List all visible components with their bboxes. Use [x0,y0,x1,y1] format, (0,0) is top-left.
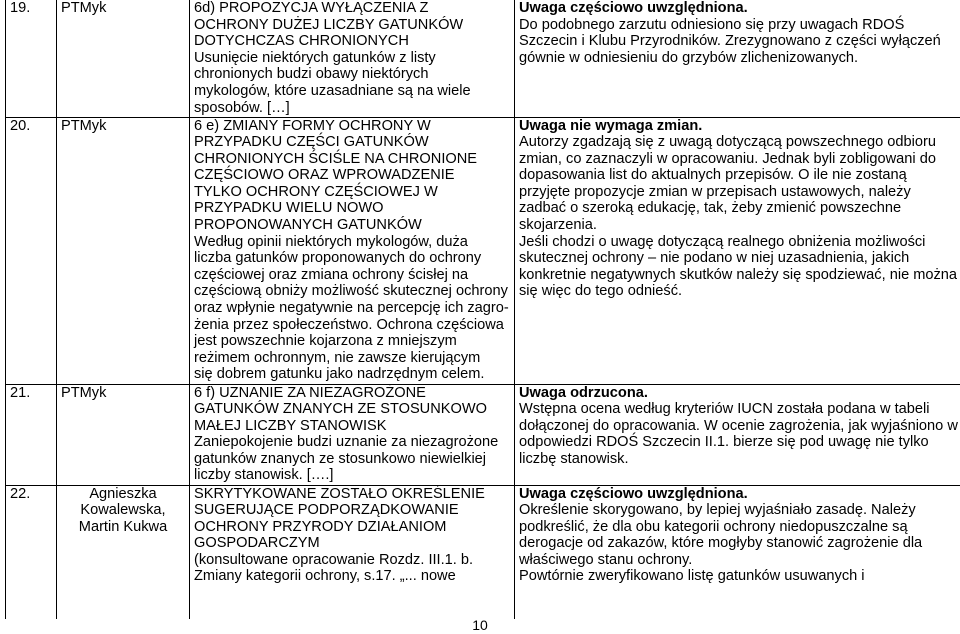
row-number-text: 21. [10,384,31,401]
response-status: Uwaga nie wymaga zmian. [519,117,703,134]
response-line: właściwego stanu ochrony. [519,551,693,568]
remark-line: oraz wpłynie negatywnie na percepcję ich zagro- [194,300,509,317]
response-cell [515,117,960,384]
remark-line: OCHRONY DUŻEJ LICZBY GATUNKÓW [194,16,464,33]
author-cell [57,117,190,384]
response-line: się więc do tego odnieść. [519,283,683,300]
remark-line: SKRYTYKOWANE ZOSTAŁO OKREŚLENIE [194,485,485,502]
remark-line: jest powszechnie kojarzona z mniejszym [194,333,457,350]
remark-line: 6 e) ZMIANY FORMY OCHRONY W [194,117,431,134]
response-line: Określenie skorygowano, by lepiej wyjaśniało zasadę. Należy [519,502,916,519]
author-line: Martin Kukwa [78,518,168,535]
author-cell [57,485,190,619]
remark-line: PRZYPADKU WIELU NOWO [194,200,384,217]
row-number [6,117,57,384]
response-status: Uwaga odrzucona. [519,384,648,401]
remark-cell [190,384,515,485]
author-cell [57,384,190,485]
response-line: Powtórnie zweryfikowano listę gatunków usuwanych i [519,568,865,585]
remark-cell [190,117,515,384]
response-status: Uwaga częściowo uwzględniona. [519,0,748,16]
remark-cell [190,0,515,117]
remark-line: Zaniepokojenie budzi uznanie za niezagrożone [194,434,499,451]
response-line: skutecznej ochrony – nie podano w niej uzasadnienia, jakich [519,250,910,267]
remark-line: OCHRONY PRZYRODY DZIAŁANIOM [194,518,447,535]
author-line: PTMyk [61,117,107,134]
remark-line: 6d) PROPOZYCJA WYŁĄCZENIA Z [194,0,429,16]
response-line: dopasowania list do aktualnych przepisów. O ile nie zostaną [519,167,907,184]
response-line: dołączonej do opracowania. W ocenie zagrożenia, jak wyjaśniono w [519,417,958,434]
remark-line: MAŁEJ LICZBY STANOWISK [194,417,387,434]
response-line: przyjęte propozycje zmian w przepisach ustawowych, należy [519,183,911,200]
response-line: zadbać o szeroką edukację, tak, żeby zmienić powszechne [519,200,902,217]
response-line: Wstępna ocena według kryteriów IUCN została podana w tabeli [519,401,930,418]
row-number-text: 20. [10,117,31,134]
remark-line: PRZYPADKU CZĘŚCI GATUNKÓW [194,134,429,151]
remark-line: reżimem ochronnym, nie zawsze kierującym [194,349,481,366]
response-line: Do podobnego zarzutu odniesiono się przy uwagach RDOŚ [519,16,905,33]
remark-line: CHRONIONYCH ŚCIŚLE NA CHRONIONE [194,150,477,167]
response-line: Szczecin i Klubu Przyrodników. Zrezygnowano z części wyłączeń [519,33,941,50]
remark-line: (konsultowane opracowanie Rozdz. III.1. b. [194,551,474,568]
remark-line: żenia przez społeczeństwo. Ochrona częściowa [194,316,504,333]
table-row [6,485,960,619]
author-cell [57,0,190,117]
remark-cell [190,485,515,619]
response-line: liczbę stanowisk. [519,450,629,467]
remark-line: częściowej oraz zmiana ochrony ścisłej na [194,266,469,283]
author-line: PTMyk [61,384,107,401]
remark-line: mykologów, które uzasadniane są na wiele [194,82,471,99]
response-line: odpowiedzi RDOŚ Szczecin II.1. bierze się pod uwagę nie tylko [519,434,929,451]
response-line: zmian, co zaznaczyli w opracowaniu. Jednak byli zobligowani do [519,150,936,167]
author-line: PTMyk [61,0,107,16]
remark-line: SUGERUJĄCE PODPORZĄDKOWANIE [194,502,459,519]
response-line: gównie w odniesieniu do grzybów zlichenizowanych. [519,49,859,66]
remark-line: GOSPODARCZYM [194,535,320,552]
remark-line: liczby stanowisk. [….] [194,467,334,484]
response-line: derogacje od zakazów, które mogłyby stanowić zagrożenie dla [519,535,923,552]
response-status: Uwaga częściowo uwzględniona. [519,485,748,502]
row-number-text: 22. [10,485,31,502]
remark-line: 6 f) UZNANIE ZA NIEZAGROŻONE [194,384,426,401]
author-line: Agnieszka [89,485,157,502]
table-row [6,384,960,485]
response-cell [515,0,960,117]
remark-line: PROPONOWANYCH GATUNKÓW [194,217,422,234]
remark-line: się dobrem gatunku jako nadrzędnym celem. [194,366,485,383]
row-number [6,384,57,485]
response-cell [515,384,960,485]
page-number: 10 [472,617,488,633]
row-number [6,0,57,117]
remark-line: CZĘŚCIOWO ORAZ WPROWADZENIE [194,167,455,184]
author-line: Kowalewska, [80,502,166,519]
remark-line: częściową obniży możliwość skutecznej ochrony [194,283,508,300]
remark-line: Usunięcie niektórych gatunków z listy [194,49,436,66]
response-line: podkreślić, że dla obu kategorii ochrony niedopuszczalne są [519,518,908,535]
remark-line: TYLKO OCHRONY CZĘŚCIOWEJ W [194,183,438,200]
remark-line: gatunków znanych ze stosunkowo niewielkiej [194,450,487,467]
remark-line: Zmiany kategorii ochrony, s.17. „... nowe [194,568,456,585]
response-line: konkretnie negatywnych skutków należy się spodziewać, nie można [519,266,958,283]
remark-line: DOTYCHCZAS CHRONIONYCH [194,33,409,50]
remark-line: liczba gatunków proponowanych do ochrony [194,250,482,267]
remark-line: GATUNKÓW ZNANYCH ZE STOSUNKOWO [194,401,487,418]
remark-line: sposobów. […] [194,99,290,116]
row-number [6,485,57,619]
response-line: Autorzy zgadzają się z uwagą dotyczącą powszechnego odbioru [519,134,936,151]
table-row [6,117,960,384]
remark-line: Według opinii niektórych mykologów, duża [194,233,468,250]
remarks-table [5,0,960,619]
table-row [6,0,960,117]
response-cell [515,485,960,619]
response-line: skojarzenia. [519,217,597,234]
remark-line: chronionych budzi obawy niektórych [194,66,429,83]
response-line: Jeśli chodzi o uwagę dotyczącą realnego obniżenia możliwości [519,233,926,250]
row-number-text: 19. [10,0,31,16]
